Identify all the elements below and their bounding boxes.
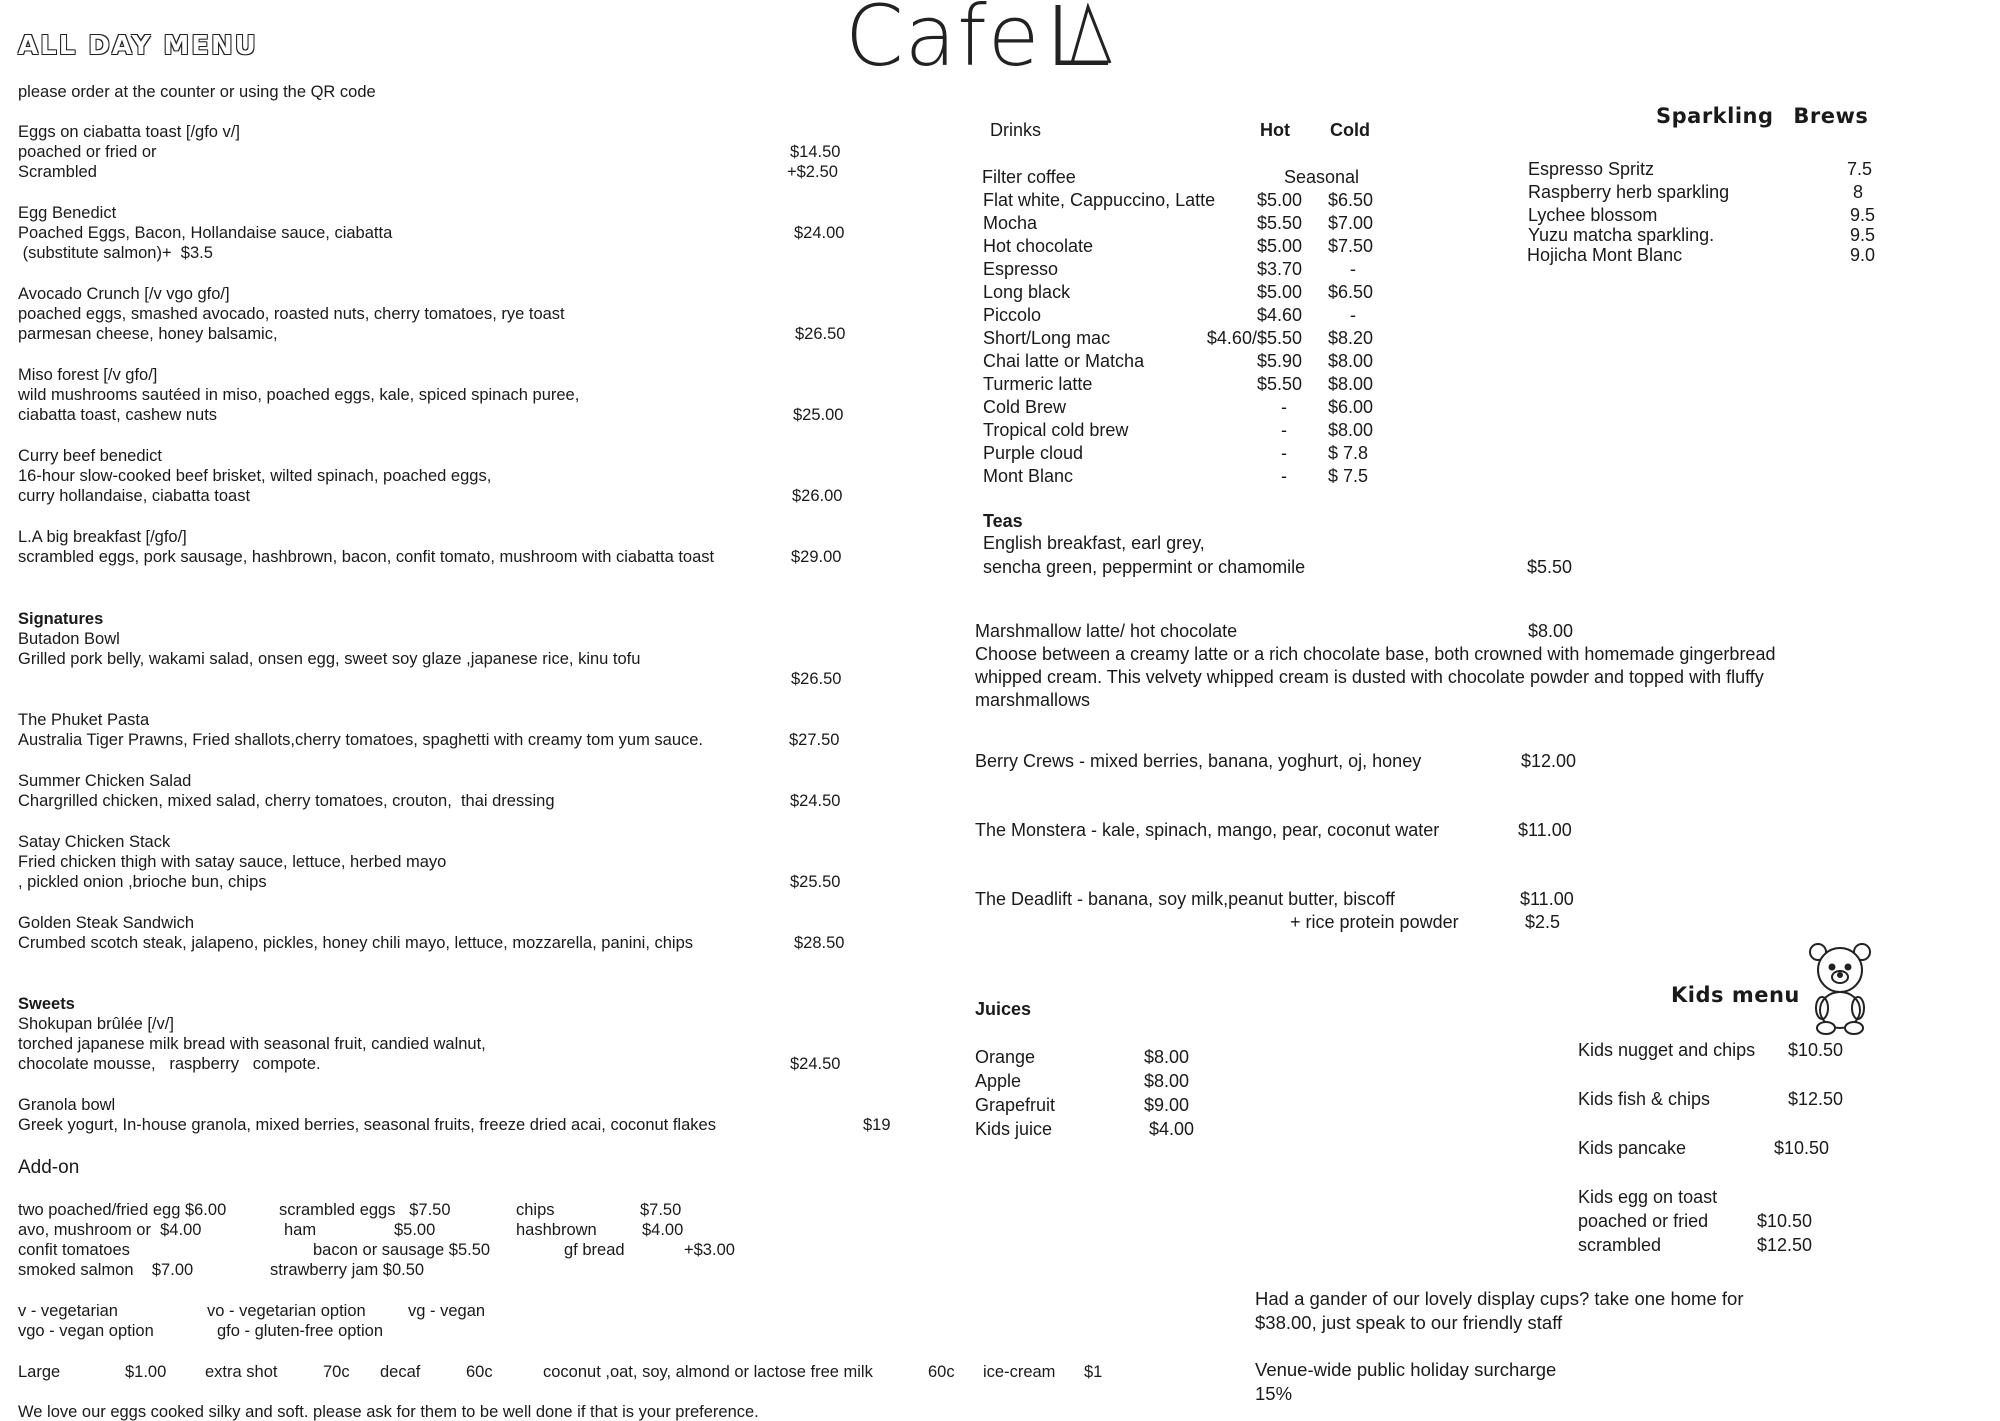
kids-price: $10.50 [1757, 1211, 1813, 1231]
extra-price: 60c [466, 1363, 493, 1381]
drink-cold-price: $8.00 [1328, 374, 1374, 394]
marshmallow-desc: whipped cream. This velvety whipped cream is dusted with chocolate powder and topped with fluffy [975, 667, 1764, 687]
kids-price: $10.50 [1774, 1138, 1830, 1158]
item-desc: torched japanese milk bread with seasonal fruit, candied walnut, [18, 1035, 486, 1053]
sparkling-item: Raspberry herb sparkling [1528, 182, 1730, 202]
menu-item-shokupan-brulee [18, 1014, 486, 1074]
sparkling-item: Lychee blossom [1528, 205, 1658, 225]
legend-entry: gfo - gluten-free option [217, 1322, 384, 1340]
drink-filter-coffee: Filter coffee [982, 167, 1076, 187]
item-name: Egg Benedict [18, 204, 117, 222]
item-name: Eggs on ciabatta toast [/gfo v/] [18, 123, 240, 141]
teas-desc: English breakfast, earl grey, [983, 533, 1205, 553]
drink-hot-price: $4.60/$5.50 [1206, 328, 1302, 348]
marshmallow-desc: marshmallows [975, 690, 1091, 710]
drink-cold-price: $8.00 [1328, 351, 1374, 371]
item-price: $26.00 [792, 487, 843, 505]
addon-item: bacon or sausage $5.50 [313, 1241, 491, 1259]
drink-name: Tropical cold brew [983, 420, 1129, 440]
drink-cold-price: $7.00 [1328, 213, 1374, 233]
drink-cold-price: - [1350, 259, 1356, 279]
item-price: $14.50 [790, 143, 841, 161]
item-desc: Greek yogurt, In-house granola, mixed berries, seasonal fruits, freeze dried acai, coconut flakes [18, 1116, 716, 1134]
drink-cold-price: $8.20 [1328, 328, 1374, 348]
drink-cold-price: $6.50 [1328, 190, 1374, 210]
addon-price: $5.00 [394, 1221, 436, 1239]
menu-item-egg-benedict [18, 203, 392, 263]
drink-name: Turmeric latte [983, 374, 1093, 394]
item-price: $28.50 [794, 934, 845, 952]
addon-item: hashbrown [516, 1221, 597, 1239]
drink-hot-price: $5.90 [1256, 351, 1302, 371]
surcharge-value: 15% [1255, 1383, 1293, 1404]
la-logo-mark-icon [1052, 3, 1116, 65]
smoothie-name: The Monstera - kale, spinach, mango, pear, coconut water [975, 820, 1440, 840]
drink-name: Short/Long mac [983, 328, 1111, 348]
item-name: Curry beef benedict [18, 447, 162, 465]
menu-item-satay-chicken-stack [18, 832, 446, 892]
item-name: Satay Chicken Stack [18, 833, 171, 851]
juice-price: $4.00 [1149, 1119, 1195, 1139]
menu-item-miso-forest [18, 365, 579, 425]
menu-item-curry-beef-benedict [18, 446, 491, 506]
extra-item: coconut ,oat, soy, almond or lactose free milk [543, 1363, 873, 1381]
egg-note: We love our eggs cooked silky and soft. please ask for them to be well done if that is your preference. [18, 1403, 759, 1421]
kids-egg-option: poached or fried [1578, 1211, 1709, 1231]
smoothie-price: $12.00 [1521, 751, 1577, 771]
drink-cold-price: $6.50 [1328, 282, 1374, 302]
item-name: L.A big breakfast [/gfo/] [18, 528, 187, 546]
sparkling-title-word: Sparkling [1656, 104, 1774, 128]
smoothie-name: The Deadlift - banana, soy milk,peanut butter, biscoff [975, 889, 1395, 909]
sparkling-price: 9.0 [1850, 245, 1876, 265]
item-desc: (substitute salmon)+ $3.5 [18, 244, 213, 262]
drink-cold-price: $8.00 [1328, 420, 1374, 440]
drink-hot-price: - [1281, 443, 1287, 463]
extra-price: 60c [928, 1363, 955, 1381]
juice-name: Grapefruit [975, 1095, 1056, 1115]
legend-entry: v - vegetarian [18, 1302, 118, 1320]
sparkling-item: Hojicha Mont Blanc [1527, 245, 1683, 265]
item-name: Summer Chicken Salad [18, 772, 192, 790]
juice-name: Kids juice [975, 1119, 1053, 1139]
item-desc: Australia Tiger Prawns, Fried shallots,cherry tomatoes, spaghetti with creamy tom yum sauce. [18, 731, 704, 749]
item-price-addon: +$2.50 [787, 163, 838, 181]
item-price: $19 [863, 1116, 891, 1134]
smoothie-name: Berry Crews - mixed berries, banana, yoghurt, oj, honey [975, 751, 1422, 771]
protein-price: $2.5 [1525, 912, 1561, 932]
drink-hot-price: - [1281, 420, 1287, 440]
sparkling-price: 9.5 [1850, 225, 1876, 245]
kids-egg-option: scrambled [1578, 1235, 1662, 1255]
drink-name: Piccolo [983, 305, 1042, 325]
item-desc: wild mushrooms sautéed in miso, poached eggs, kale, spiced spinach puree, [18, 386, 580, 404]
kids-price: $12.50 [1788, 1089, 1844, 1109]
menu-item-big-breakfast [18, 527, 714, 567]
drink-hot-price: $3.70 [1256, 259, 1302, 279]
menu-item-golden-steak-sandwich [18, 913, 693, 953]
drink-hot-price: - [1281, 397, 1287, 417]
drink-name: Chai latte or Matcha [983, 351, 1145, 371]
logo-text: Cafe [845, 0, 1041, 85]
drink-name: Mont Blanc [983, 466, 1074, 486]
marshmallow-price: $8.00 [1528, 621, 1574, 641]
addon-item: ham [284, 1221, 317, 1239]
drink-name: Long black [983, 282, 1071, 302]
juice-price: $9.00 [1144, 1095, 1190, 1115]
menu-item-granola-bowl [18, 1095, 716, 1135]
extra-item: ice-cream [983, 1363, 1056, 1381]
addon-price: $7.50 [640, 1201, 682, 1219]
addon-price: +$3.00 [684, 1241, 735, 1259]
item-desc: Crumbed scotch steak, jalapeno, pickles, honey chili mayo, lettuce, mozzarella, panini, chips [18, 934, 694, 952]
smoothie-price: $11.00 [1518, 820, 1572, 840]
drink-cold-price: - [1350, 305, 1356, 325]
item-name: Avocado Crunch [/v vgo gfo/] [18, 285, 230, 303]
drink-hot-price: $5.00 [1256, 190, 1302, 210]
juice-name: Orange [975, 1047, 1036, 1067]
legend-entry: vgo - vegan option [18, 1322, 154, 1340]
item-price: $29.00 [791, 548, 842, 566]
item-name: Shokupan brûlée [/v/] [18, 1015, 174, 1033]
drink-name: Mocha [983, 213, 1038, 233]
sparkling-price: 7.5 [1847, 159, 1873, 179]
drink-name: Espresso [983, 259, 1059, 279]
drink-filter-note: Seasonal [1284, 167, 1360, 187]
marshmallow-desc: Choose between a creamy latte or a rich chocolate base, both crowned with homemade gingerbread [975, 644, 1776, 664]
item-desc: chocolate mousse, raspberry compote. [18, 1055, 321, 1073]
drink-name: Cold Brew [983, 397, 1067, 417]
addon-item: confit tomatoes [18, 1241, 130, 1259]
item-name: Granola bowl [18, 1096, 116, 1114]
sparkling-item: Yuzu matcha sparkling. [1528, 225, 1715, 245]
item-price: $25.50 [790, 873, 841, 891]
menu-item-eggs-ciabatta [18, 122, 240, 182]
item-price: $26.50 [791, 670, 842, 688]
item-price: $27.50 [789, 731, 840, 749]
drink-cold-price: $ 7.5 [1328, 466, 1369, 486]
sparkling-title-word: Brews [1793, 104, 1869, 128]
addon-item: two poached/fried egg $6.00 [18, 1201, 227, 1219]
smoothie-price: $11.00 [1520, 889, 1574, 909]
item-desc: poached or fried or [18, 143, 157, 161]
menu-title: ALL DAY MENU [18, 31, 258, 61]
item-desc: curry hollandaise, ciabatta toast [18, 487, 251, 505]
extra-price: $1 [1084, 1363, 1103, 1381]
cups-note: $38.00, just speak to our friendly staff [1255, 1312, 1563, 1333]
item-desc: Fried chicken thigh with satay sauce, lettuce, herbed mayo [18, 853, 447, 871]
menu-item-avocado-crunch [18, 284, 565, 344]
item-price: $24.50 [790, 792, 841, 810]
teas-price: $5.50 [1527, 557, 1573, 577]
kids-price: $10.50 [1788, 1040, 1844, 1060]
section-title-addon: Add-on [18, 1157, 80, 1178]
addon-item: strawberry jam $0.50 [270, 1261, 425, 1279]
extra-price: $1.00 [125, 1363, 167, 1381]
drink-cold-price: $7.50 [1328, 236, 1374, 256]
item-desc: Poached Eggs, Bacon, Hollandaise sauce, ciabatta [18, 224, 393, 242]
juice-name: Apple [975, 1071, 1022, 1091]
drink-hot-price: $5.00 [1256, 236, 1302, 256]
drink-hot-price: $5.50 [1256, 213, 1302, 233]
surcharge-note: Venue-wide public holiday surcharge [1255, 1359, 1557, 1380]
menu-item-butadon-bowl [18, 629, 640, 669]
order-note: please order at the counter or using the QR code [18, 83, 376, 101]
addon-item: scrambled eggs $7.50 [279, 1201, 451, 1219]
item-name: The Phuket Pasta [18, 711, 150, 729]
kids-item: Kids pancake [1578, 1138, 1687, 1158]
kids-price: $12.50 [1757, 1235, 1813, 1255]
menu-item-summer-chicken-salad [18, 771, 555, 811]
item-name: Miso forest [/v gfo/] [18, 366, 158, 384]
sparkling-title [1656, 105, 1868, 128]
item-price: $24.50 [790, 1055, 841, 1073]
item-desc: scrambled eggs, pork sausage, hashbrown, bacon, confit tomato, mushroom with ciabatta toast [18, 548, 715, 566]
drink-hot-price: $5.00 [1256, 282, 1302, 302]
item-desc: poached eggs, smashed avocado, roasted nuts, cherry tomatoes, rye toast [18, 305, 565, 323]
extra-item: decaf [380, 1363, 421, 1381]
drink-hot-price: $5.50 [1256, 374, 1302, 394]
sparkling-price: 8 [1853, 182, 1864, 202]
addon-item: smoked salmon $7.00 [18, 1261, 194, 1279]
item-desc: ciabatta toast, cashew nuts [18, 406, 218, 424]
legend-entry: vg - vegan [408, 1302, 486, 1320]
sparkling-price: 9.5 [1850, 205, 1876, 225]
teas-title: Teas [983, 511, 1023, 531]
item-price: $25.00 [793, 406, 844, 424]
drink-cold-price: $6.00 [1328, 397, 1374, 417]
addon-item: avo, mushroom or $4.00 [18, 1221, 202, 1239]
menu-item-phuket-pasta [18, 710, 703, 750]
section-title-signatures: Signatures [18, 610, 104, 628]
kids-item: Kids egg on toast [1578, 1187, 1718, 1207]
extra-item: Large [18, 1363, 61, 1381]
legend-entry: vo - vegetarian option [207, 1302, 366, 1320]
section-title-sweets: Sweets [18, 995, 75, 1013]
protein-addon: + rice protein powder [1290, 912, 1459, 932]
juice-price: $8.00 [1144, 1071, 1190, 1091]
drinks-title: Drinks [990, 120, 1042, 140]
marshmallow-name: Marshmallow latte/ hot chocolate [975, 621, 1238, 641]
kids-title: Kids menu [1671, 983, 1800, 1007]
drink-name: Purple cloud [983, 443, 1084, 463]
addon-price: $4.00 [642, 1221, 684, 1239]
drinks-hot-header: Hot [1260, 120, 1290, 140]
item-name: Golden Steak Sandwich [18, 914, 195, 932]
juices-title: Juices [975, 999, 1032, 1019]
kids-item: Kids nugget and chips [1578, 1040, 1756, 1060]
item-desc: Chargrilled chicken, mixed salad, cherry tomatoes, crouton, thai dressing [18, 792, 555, 810]
addon-item: gf bread [564, 1241, 625, 1259]
item-desc: parmesan cheese, honey balsamic, [18, 325, 278, 343]
cafe-logo [845, 0, 1116, 85]
item-price: $24.00 [794, 224, 845, 242]
juice-price: $8.00 [1144, 1047, 1190, 1067]
drink-name: Hot chocolate [983, 236, 1094, 256]
teddy-bear-icon [1804, 940, 1876, 1036]
addon-item: chips [516, 1201, 555, 1219]
drinks-cold-header: Cold [1330, 120, 1370, 140]
item-desc: 16-hour slow-cooked beef brisket, wilted spinach, poached eggs, [18, 467, 492, 485]
extra-price: 70c [323, 1363, 350, 1381]
item-name: Butadon Bowl [18, 630, 120, 648]
item-desc: Grilled pork belly, wakami salad, onsen egg, sweet soy glaze ,japanese rice, kinu tofu [18, 650, 641, 668]
extra-item: extra shot [205, 1363, 278, 1381]
item-price: $26.50 [795, 325, 846, 343]
cups-note: Had a gander of our lovely display cups? take one home for [1255, 1288, 1744, 1309]
drink-cold-price: $ 7.8 [1328, 443, 1369, 463]
sparkling-item: Espresso Spritz [1528, 159, 1655, 179]
item-desc: Scrambled [18, 163, 97, 181]
drink-hot-price: $4.60 [1256, 305, 1302, 325]
item-desc: , pickled onion ,brioche bun, chips [18, 873, 267, 891]
drink-hot-price: - [1281, 466, 1287, 486]
drink-name: Flat white, Cappuccino, Latte [983, 190, 1216, 210]
kids-item: Kids fish & chips [1578, 1089, 1711, 1109]
teas-desc: sencha green, peppermint or chamomile [983, 557, 1306, 577]
